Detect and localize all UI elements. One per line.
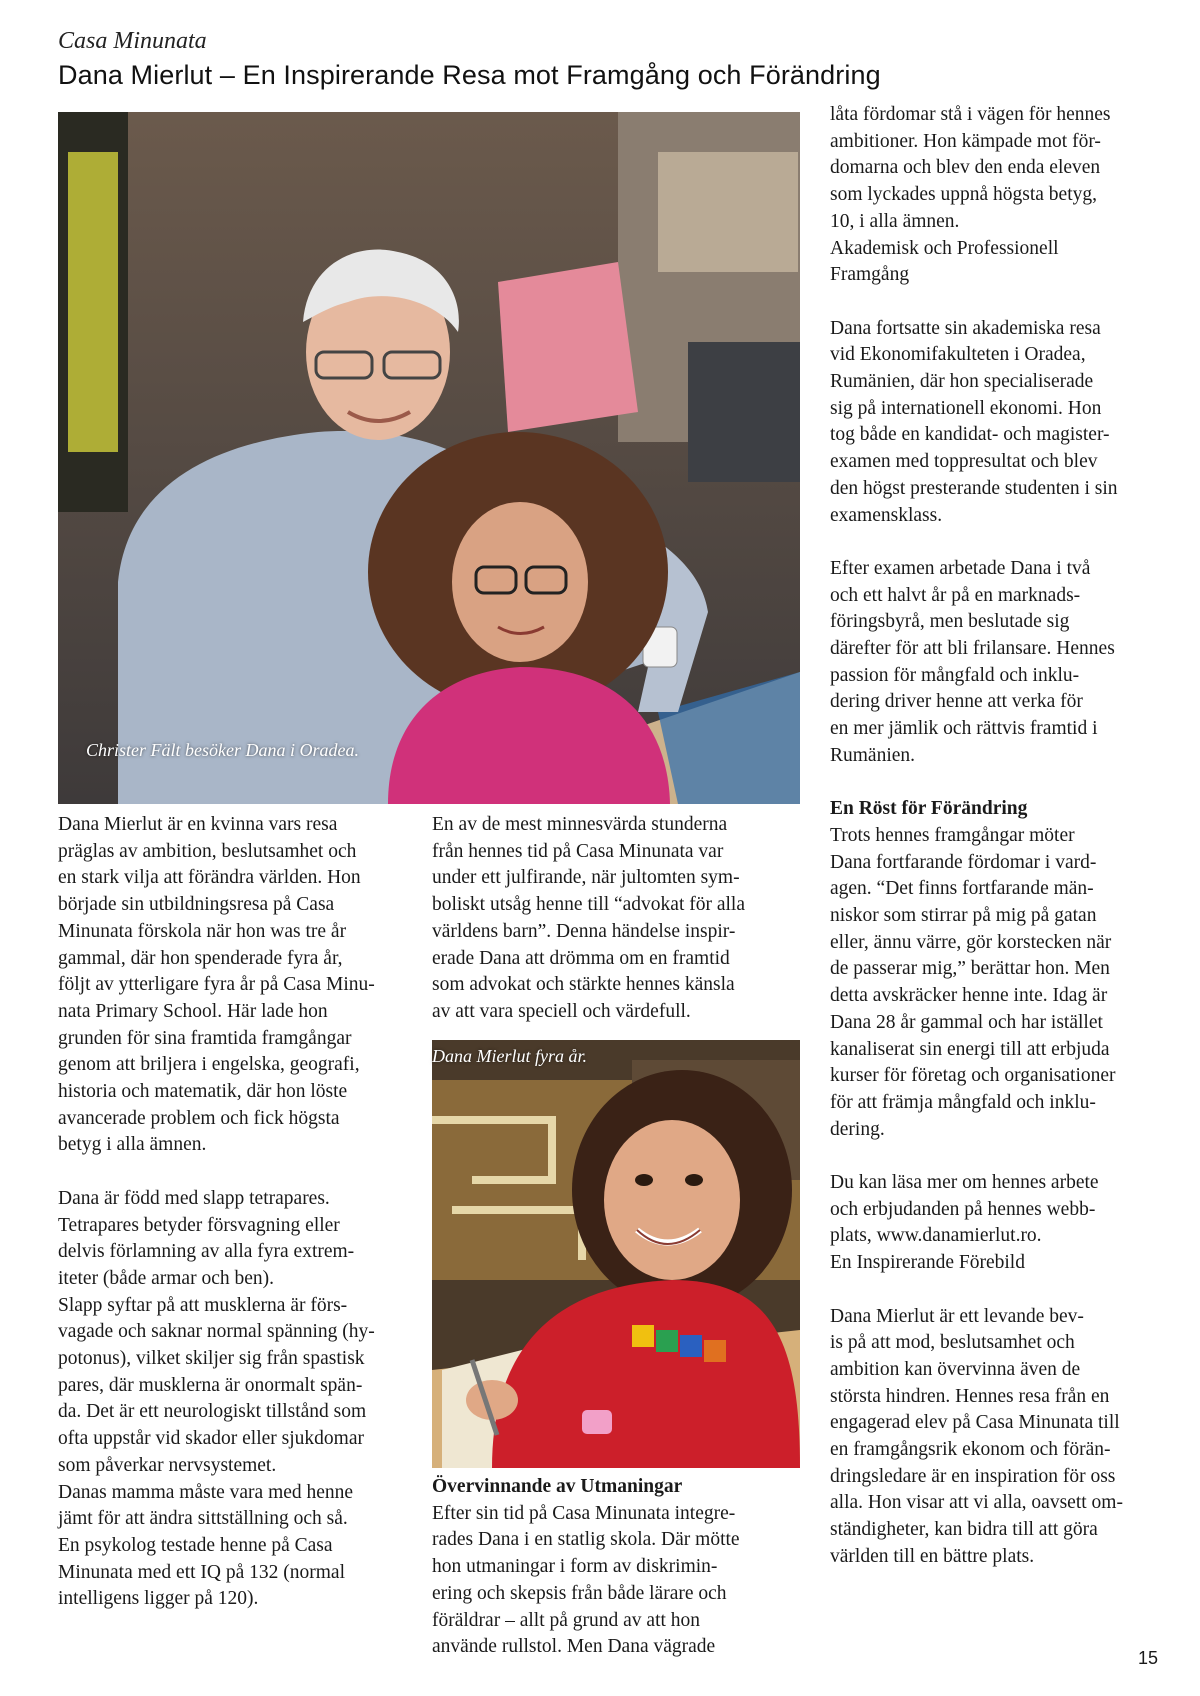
text-line: ofta uppstår vid skador eller sjukdomar	[58, 1428, 364, 1450]
text-line: tog både en kandidat- och magister-	[830, 424, 1110, 446]
text-line: Dana 28 år gammal och har istället	[830, 1011, 1103, 1033]
text-line: Dana Mierlut är en kvinna vars resa	[58, 814, 338, 835]
text-line: började sin utbildningsresa på Casa	[58, 894, 335, 916]
text-line: eller, ännu värre, gör korstecken när	[830, 931, 1112, 953]
text-line: Trots hennes framgångar möter	[830, 824, 1075, 846]
text-line: och erbjudanden på hennes webb-	[830, 1198, 1096, 1220]
text-line: Minunata förskola när hon was tre år	[58, 920, 347, 942]
text-line: under ett julfirande, när jultomten sym-	[432, 867, 740, 889]
text-line: föringsbyrå, men beslutade sig	[830, 611, 1070, 633]
text-line: alla. Hon visar att vi alla, oavsett om-	[830, 1492, 1123, 1514]
text-line: Dana fortfarande fördomar i vard-	[830, 851, 1097, 873]
text-line: hon utmaningar i form av diskrimin-	[432, 1556, 718, 1578]
photo-dana-four-years	[432, 1040, 800, 1468]
text-line: ambition kan övervinna även de	[830, 1358, 1081, 1380]
text-line: jämt för att ändra sittställning och så.	[58, 1508, 348, 1530]
text-line: pares, där musklerna är onormalt spän-	[58, 1374, 363, 1396]
col3-paragraph-1	[830, 102, 1170, 289]
text-line: Rumänien, där hon specialiserade	[830, 371, 1094, 393]
text-line: passion för mångfald och inklu-	[830, 664, 1080, 686]
text-line: Rumänien.	[830, 744, 916, 766]
text-line: ständigheter, kan bidra till att göra	[830, 1519, 1098, 1541]
text-line: En av de mest minnesvärda stunderna	[432, 814, 728, 835]
magazine-kicker: Casa Minunata	[58, 28, 207, 54]
text-line: föräldrar – allt på grund av att hon	[432, 1609, 701, 1631]
article-title: Dana Mierlut – En Inspirerande Resa mot Framgång och Förändring	[58, 60, 881, 90]
col3-paragraph-5	[830, 1170, 1170, 1277]
text-line: största hindren. Hennes resa från en	[830, 1385, 1110, 1407]
text-line: nata Primary School. Här lade hon	[58, 1000, 328, 1022]
text-line: Slapp syftar på att musklerna är förs-	[58, 1294, 348, 1316]
text-line: följt av ytterligare fyra år på Casa Minu-	[58, 974, 375, 996]
text-line: kanaliserat sin energi till att erbjuda	[830, 1038, 1110, 1060]
text-line: is på att mod, beslutsamhet och	[830, 1332, 1075, 1354]
text-line: Minunata med ett IQ på 132 (normal	[58, 1561, 346, 1583]
text-line: rades Dana i en statlig skola. Där mötte	[432, 1529, 740, 1551]
text-line: sig på internationell ekonomi. Hon	[830, 397, 1102, 419]
text-line: därefter för att bli frilansare. Hennes	[830, 638, 1115, 660]
col1-paragraph-1	[58, 812, 413, 1159]
text-line: Dana är född med slapp tetrapares.	[58, 1187, 330, 1209]
col3-paragraph-6	[830, 1304, 1170, 1571]
text-line: för att främja mångfald och inklu-	[830, 1091, 1096, 1113]
text-line: världen till en bättre plats.	[830, 1545, 1035, 1567]
column-1	[58, 812, 413, 1613]
text-line: erade Dana att drömma om en framtid	[432, 947, 730, 969]
col3-paragraph-2	[830, 316, 1170, 530]
text-line: dering.	[830, 1118, 885, 1140]
text-line: den högst presterande studenten i sin	[830, 477, 1118, 499]
text-line: ambitioner. Hon kämpade mot för-	[830, 130, 1101, 152]
text-line: 10, i alla ämnen.	[830, 210, 960, 232]
text-line: vid Ekonomifakulteten i Oradea,	[830, 344, 1086, 366]
column-2-bottom	[432, 1474, 792, 1661]
text-line: En psykolog testade henne på Casa	[58, 1534, 333, 1556]
text-line: avancerade problem och fick högsta	[58, 1107, 340, 1129]
text-line: Du kan läsa mer om hennes arbete	[830, 1172, 1099, 1194]
text-line: Framgång	[830, 264, 910, 286]
text-line: en mer jämlik och rättvis framtid i	[830, 718, 1098, 740]
text-line: detta avskräcker henne inte. Idag är	[830, 985, 1108, 1007]
text-line: historia och matematik, där hon löste	[58, 1081, 348, 1103]
text-line: präglas av ambition, beslutsamhet och	[58, 840, 357, 862]
text-line: från hennes tid på Casa Minunata var	[432, 840, 724, 862]
column-3	[830, 102, 1170, 1571]
text-line: vagade och saknar normal spänning (hy-	[58, 1321, 375, 1343]
col1-paragraph-2	[58, 1186, 413, 1613]
text-line: agen. “Det finns fortfarande män-	[830, 878, 1094, 900]
text-line: boliskt utsåg henne till “advokat för alla	[432, 894, 745, 916]
text-line: ering och skepsis från både lärare och	[432, 1582, 727, 1604]
text-line: en framgångsrik ekonom och förän-	[830, 1439, 1111, 1461]
text-line: da. Det är ett neurologiskt tillstånd som	[58, 1401, 367, 1423]
col2-paragraph-2	[432, 1501, 792, 1661]
text-line: grunden för sina framtida framgångar	[58, 1027, 352, 1049]
text-line: niskor som stirrar på mig på gatan	[830, 905, 1097, 927]
text-line: Danas mamma måste vara med henne	[58, 1481, 354, 1503]
text-line: intelligens ligger på 120).	[58, 1588, 259, 1610]
text-line: genom att briljera i engelska, geografi,	[58, 1054, 360, 1076]
text-line: gammal, där hon spenderade fyra år,	[58, 947, 343, 969]
section-heading-voice: En Röst för Förändring	[830, 798, 1028, 820]
text-line: iteter (både armar och ben).	[58, 1267, 275, 1289]
text-line: engagerad elev på Casa Minunata till	[830, 1412, 1120, 1434]
text-line: examensklass.	[830, 504, 943, 526]
photo-christer-and-dana	[58, 112, 800, 804]
text-line: av att vara speciell och värdefull.	[432, 1000, 691, 1022]
photo-caption-top: Christer Fält besöker Dana i Oradea.	[86, 740, 359, 760]
text-line: dringsledare är en inspiration för oss	[830, 1465, 1116, 1487]
text-line: betyg i alla ämnen.	[58, 1134, 207, 1156]
text-line: som lyckades uppnå högsta betyg,	[830, 184, 1097, 206]
text-line: använde rullstol. Men Dana vägrade	[432, 1636, 716, 1658]
text-line: examen med toppresultat och blev	[830, 451, 1098, 473]
text-line: låta fördomar stå i vägen för hennes	[830, 104, 1111, 125]
text-line: delvis förlamning av alla fyra extrem-	[58, 1241, 355, 1263]
text-line: domarna och blev den enda eleven	[830, 157, 1101, 179]
text-line: Akademisk och Professionell	[830, 237, 1059, 259]
text-line: som advokat och stärkte hennes känsla	[432, 974, 735, 996]
col3-paragraph-4	[830, 823, 1170, 1143]
text-line: Efter examen arbetade Dana i två	[830, 557, 1091, 579]
col2-paragraph-1	[432, 812, 792, 1026]
text-line: kurser för företag och organisationer	[830, 1065, 1116, 1087]
text-line: Dana Mierlut är ett levande bev-	[830, 1305, 1084, 1327]
text-line: världens barn”. Denna händelse inspir-	[432, 920, 736, 942]
col3-paragraph-3	[830, 556, 1170, 770]
text-line: Tetrapares betyder försvagning eller	[58, 1214, 340, 1236]
column-2	[432, 812, 792, 1026]
text-line: och ett halvt år på en marknads-	[830, 584, 1081, 606]
text-line: Dana fortsatte sin akademiska resa	[830, 317, 1101, 339]
section-heading-challenges: Övervinnande av Utmaningar	[432, 1476, 683, 1497]
text-line: En Inspirerande Förebild	[830, 1252, 1025, 1274]
photo-caption-child: Dana Mierlut fyra år.	[432, 1046, 587, 1066]
text-line: en stark vilja att förändra världen. Hon	[58, 867, 361, 889]
text-line: potonus), vilket skiljer sig från spastisk	[58, 1348, 365, 1370]
text-line: som påverkar nervsystemet.	[58, 1454, 277, 1476]
text-line: de passerar mig,” berättar hon. Men	[830, 958, 1110, 980]
text-line: plats, www.danamierlut.ro.	[830, 1225, 1042, 1247]
text-line: dering driver henne att verka för	[830, 691, 1083, 713]
page-number: 15	[1137, 1648, 1158, 1668]
text-line: Efter sin tid på Casa Minunata integre-	[432, 1502, 736, 1524]
